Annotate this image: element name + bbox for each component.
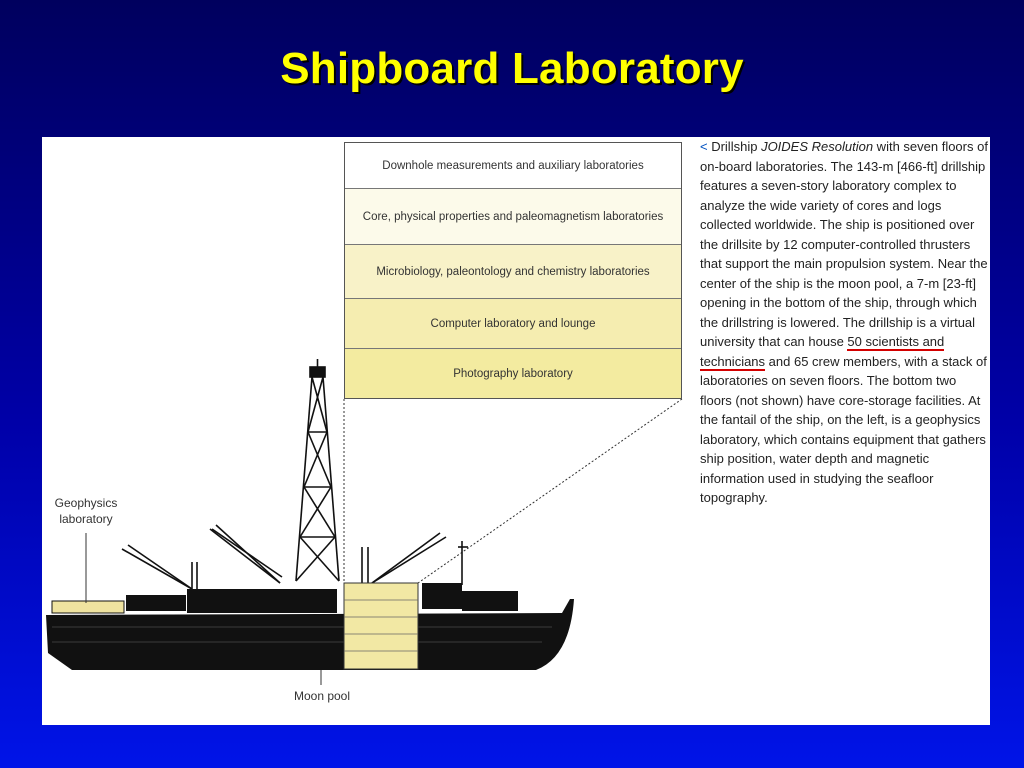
caption-part1: Drillship — [707, 139, 762, 154]
floor-microbiology: Microbiology, paleontology and chemistry laboratories — [345, 245, 681, 299]
caption-part3: and 65 crew members, with a stack of laboratories on seven floors. The bottom two floors (not shown) have core-storage facilities. At the fantail of the ship, on the left, is a geophysics laboratory, which contains equipment that gathers ship position, water depth and magnetic information used in studying the seafloor topography. — [700, 353, 987, 505]
superstructure — [126, 583, 518, 613]
diagram-panel — [42, 137, 990, 725]
floor-photography: Photography laboratory — [345, 349, 681, 398]
caption-arrow: < — [700, 139, 708, 154]
geophysics-label-line2: laboratory — [59, 512, 113, 526]
projection-line-right — [418, 399, 682, 583]
derrick — [296, 359, 339, 581]
caption-highlight: 50 scientists and technicians — [700, 334, 945, 369]
floor-computer-lab: Computer laboratory and lounge — [345, 299, 681, 349]
caption-part2: with seven floors of on-board laboratories. The 143-m [466-ft] drillship features a seven-story laboratory complex to analyze the wide variety of cores and logs collected worldwide. The ship is positioned over the drillsite by 12 computer-controlled thrusters that support the main propulsion system. Near the center of the ship is the moon pool, a 7-m [23-ft] opening in the bottom of the ship, through which the drillstring is lowered. The drillship is a virtual university that can house — [700, 139, 988, 349]
laboratory-floor-stack — [344, 142, 682, 399]
floor-core-physical-properties: Core, physical properties and paleomagnetism laboratories — [345, 189, 681, 245]
lab-module — [344, 583, 418, 669]
floor-downhole: Downhole measurements and auxiliary laboratories — [345, 143, 681, 189]
slide-title: Shipboard Laboratory — [280, 44, 744, 93]
caption-ship-name: JOIDES Resolution — [761, 139, 874, 154]
geophysics-label-line1: Geophysics — [54, 496, 118, 510]
geophysics-label — [46, 495, 126, 527]
moon-pool-label: Moon pool — [293, 689, 351, 703]
caption-text — [700, 137, 988, 508]
geophysics-lab-block — [52, 601, 124, 613]
